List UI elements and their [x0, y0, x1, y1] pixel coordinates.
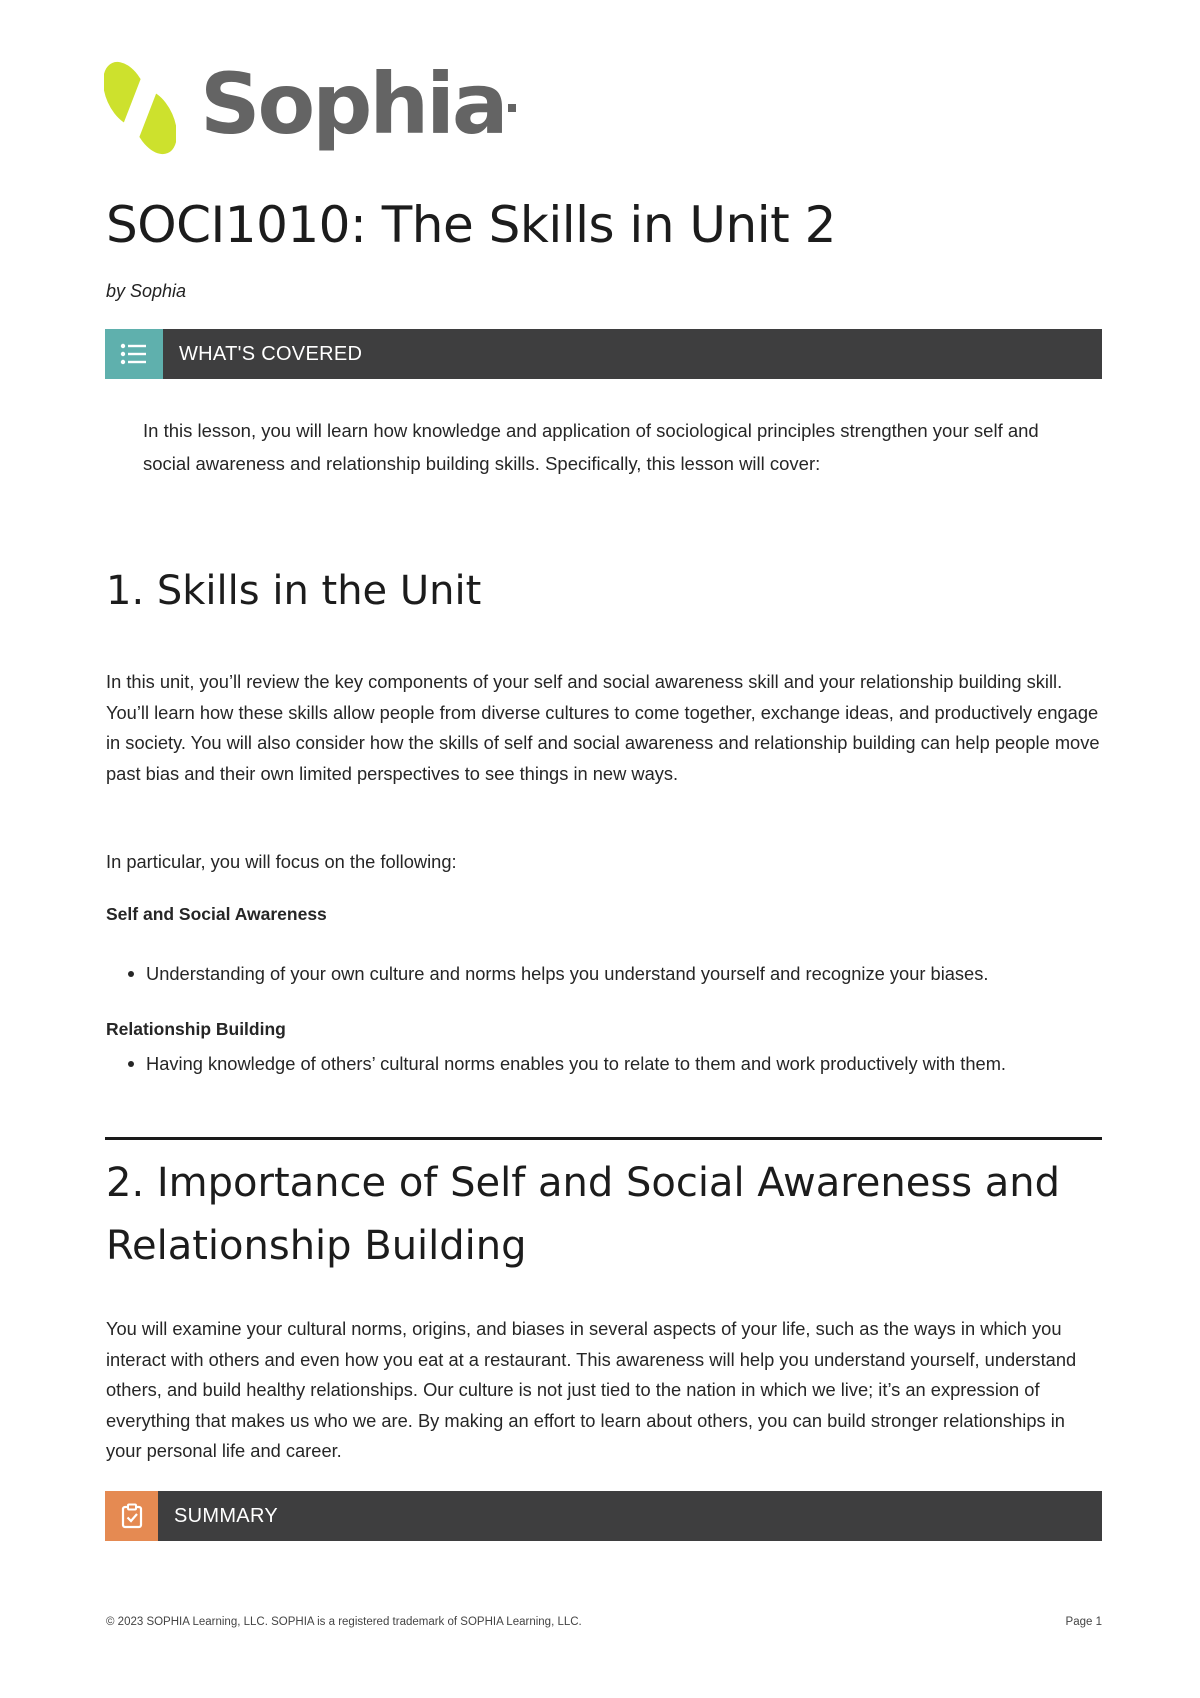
sophia-logo	[104, 56, 516, 160]
page-number: Page 1	[1065, 1616, 1102, 1628]
importance-paragraph: You will examine your cultural norms, origins, and biases in several aspects of your life, such as the ways in which you interact with others and even how you eat at a restaurant. This awareness will help you understand yourself, understand others, and build healthy relationships. Our culture is not just tied to the nation in which we live; it’s an expression of everything that makes us who we are. By making an effort to learn about others, you can build stronger relationships in your personal life and career.	[106, 1318, 1077, 1461]
clipboard-check-icon	[105, 1491, 158, 1541]
section-divider	[105, 1137, 1102, 1140]
section-heading-skills: 1. Skills in the Unit	[106, 568, 482, 614]
byline: by Sophia	[106, 281, 187, 301]
list-icon	[105, 329, 163, 379]
subhead-relationship-building: Relationship Building	[106, 1019, 286, 1039]
logo-dot	[508, 104, 516, 112]
subhead-self-social-awareness: Self and Social Awareness	[106, 904, 327, 924]
summary-banner	[105, 1491, 1102, 1541]
list-item: Having knowledge of others’ cultural norms enables you to relate to them and work productively with them.	[106, 1048, 1096, 1080]
focus-intro-paragraph: In particular, you will focus on the following:	[106, 851, 457, 872]
page-title: SOCI1010: The Skills in Unit 2	[106, 196, 836, 254]
footer-copyright: © 2023 SOPHIA Learning, LLC. SOPHIA is a registered trademark of SOPHIA Learning, LLC.	[106, 1616, 582, 1628]
sophia-wordmark: Sophia	[200, 55, 506, 153]
list-item: Understanding of your own culture and norms helps you understand yourself and recognize your biases.	[106, 958, 1096, 990]
summary-label: SUMMARY	[174, 1504, 278, 1527]
sophia-mark-icon	[104, 58, 176, 158]
whats-covered-text: In this lesson, you will learn how knowledge and application of sociological principles strengthen your self and social awareness and relationship building skills. Specifically, this lesson will cover:	[143, 420, 1039, 474]
section-heading-importance: 2. Importance of Self and Social Awareness and Relationship Building	[106, 1160, 1061, 1269]
bullet-list-awareness	[106, 958, 1096, 990]
whats-covered-label: WHAT'S COVERED	[179, 342, 363, 365]
bullet-list-relationship	[106, 1048, 1096, 1080]
skills-paragraph: In this unit, you’ll review the key components of your self and social awareness skill and your relationship building skill. You’ll learn how these skills allow people from diverse cultures to come together, exchange ideas, and productively engage in society. You will also consider how the skills of self and social awareness and relationship building can help people move past bias and their own limited perspectives to see things in new ways.	[106, 671, 1100, 784]
whats-covered-banner	[105, 329, 1102, 379]
